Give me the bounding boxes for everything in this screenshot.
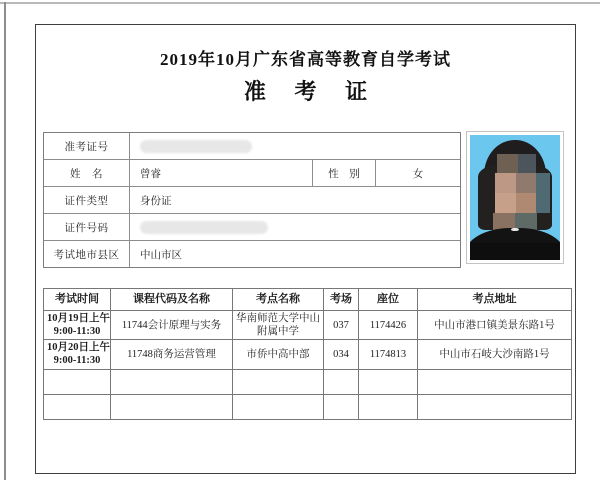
header-seat: 座位 — [359, 289, 418, 311]
row-id-type — [44, 186, 460, 213]
address-cell: 中山市石岐大沙南路1号 — [418, 340, 572, 369]
course-cell: 11744会计原理与实务 — [111, 311, 233, 340]
schedule-empty-row — [44, 394, 572, 419]
exam-date: 10月19日上午 — [47, 313, 110, 324]
room-cell: 034 — [324, 340, 359, 369]
exam-hours: 9:00-11:30 — [53, 355, 101, 367]
schedule-row — [44, 340, 572, 369]
row-exam-city — [44, 240, 460, 267]
exam-time-cell — [44, 311, 111, 340]
redaction-blur — [140, 140, 252, 153]
id-number-label: 证件号码 — [64, 222, 109, 234]
ticket-subtitle: 准考证 — [243, 79, 396, 104]
photo-mosaic-block — [495, 193, 516, 213]
course-cell: 11748商务运营管理 — [111, 340, 233, 369]
gender-value: 女 — [375, 160, 460, 186]
exam-city-value: 中山市区 — [129, 241, 460, 267]
photo-mosaic-block — [536, 173, 550, 213]
photo-mosaic-block — [518, 154, 536, 173]
seat-cell: 1174813 — [359, 340, 418, 369]
venue-cell: 市侨中高中部 — [233, 340, 324, 369]
row-id-number — [44, 213, 460, 240]
scan-page-top-edge — [0, 2, 600, 4]
schedule-empty-row — [44, 369, 572, 394]
photo-mosaic-block — [495, 173, 516, 193]
exam-schedule-table — [43, 288, 572, 420]
photo-mosaic-block — [516, 193, 536, 213]
schedule-row — [44, 311, 572, 340]
id-type-label: 证件类型 — [64, 195, 109, 207]
redaction-blur — [140, 221, 268, 234]
header-exam-time: 考试时间 — [44, 289, 111, 311]
id-number-value — [129, 214, 460, 240]
exam-date: 10月20日上午 — [47, 342, 110, 354]
header-address: 考点地址 — [418, 289, 572, 311]
room-cell: 037 — [324, 311, 359, 340]
admission-ticket-document — [35, 24, 576, 474]
id-photo-frame — [466, 131, 564, 264]
photo-clothing — [470, 243, 560, 261]
admission-number-value — [129, 133, 460, 159]
photo-mosaic-block — [516, 173, 536, 193]
schedule-header-row — [44, 289, 572, 311]
exam-title: 2019年10月广东省高等教育自学考试 — [160, 50, 451, 69]
exam-hours: 9:00-11:30 — [53, 326, 101, 338]
candidate-info-table — [43, 132, 461, 268]
admission-number-label: 准考证号 — [64, 141, 109, 153]
header-venue: 考点名称 — [233, 289, 324, 311]
id-photo — [470, 135, 560, 260]
gender-label: 性 别 — [312, 160, 375, 186]
row-name-gender — [44, 159, 460, 186]
id-type-value: 身份证 — [129, 187, 460, 213]
photo-collar-dot — [511, 228, 518, 232]
row-admission-number — [44, 133, 460, 159]
exam-time-cell — [44, 340, 111, 369]
header-room: 考场 — [324, 289, 359, 311]
exam-city-label: 考试地市县区 — [53, 249, 120, 261]
photo-mosaic-block — [497, 154, 518, 173]
name-value: 曾睿 — [129, 160, 312, 186]
address-cell: 中山市港口镇美景东路1号 — [418, 311, 572, 340]
name-label: 姓 名 — [70, 168, 103, 180]
scan-page-left-edge — [4, 2, 6, 480]
venue-cell: 华南师范大学中山附属中学 — [233, 311, 324, 340]
seat-cell: 1174426 — [359, 311, 418, 340]
header-course: 课程代码及名称 — [111, 289, 233, 311]
